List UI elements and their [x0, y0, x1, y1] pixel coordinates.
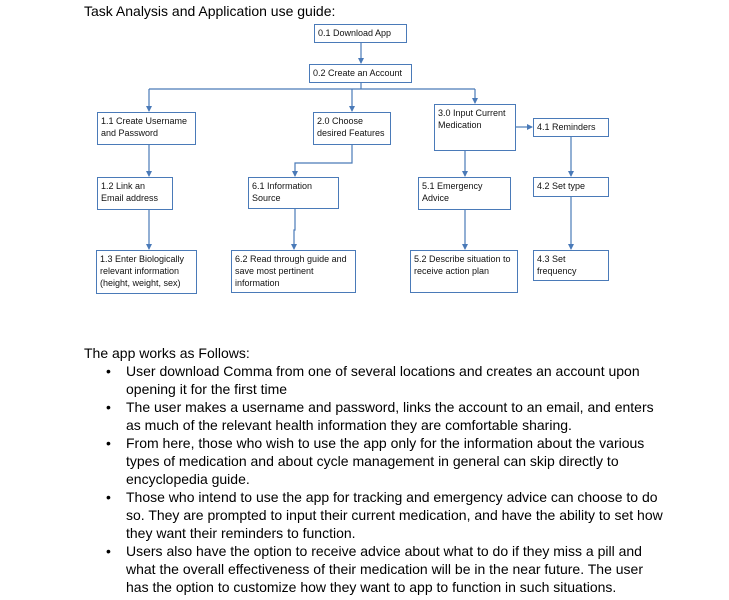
node-emergency-advice: 5.1 Emergency Advice — [418, 177, 511, 210]
node-information-source: 6.1 Information Source — [248, 177, 339, 209]
node-describe-situation: 5.2 Describe situation to receive action plan — [410, 250, 518, 293]
bullet-item: • Those who intend to use the app for tracking and emergency advice can choose to do so. They are prompted to input their current medication, and have the ability to set how they want their reminders to function. — [126, 488, 666, 542]
page-heading: Task Analysis and Application use guide: — [84, 3, 336, 19]
node-link-email: 1.2 Link an Email address — [97, 177, 173, 210]
node-create-username-password: 1.1 Create Username and Password — [97, 112, 196, 145]
node-reminders: 4.1 Reminders — [533, 118, 609, 137]
bullet-item: • Users also have the option to receive advice about what to do if they miss a pill and what the overall effectiveness of their medication will be in the near future. The user has the option to customize how they want to app to function in such situations. — [126, 542, 666, 596]
bullet-list — [126, 362, 666, 596]
node-create-account: 0.2 Create an Account — [309, 64, 412, 83]
bullet-item: • User download Comma from one of several locations and creates an account upon opening it for the first time — [126, 362, 666, 398]
connector-61-62 — [294, 208, 295, 249]
bullet-item: • The user makes a username and password, links the account to an email, and enters as much of the relevant health information they are comfortable sharing. — [126, 398, 666, 434]
node-input-medication: 3.0 Input Current Medication — [434, 104, 516, 151]
node-choose-features: 2.0 Choose desired Features — [313, 112, 391, 145]
bullet-item: • From here, those who wish to use the app only for the information about the various types of medication and about cycle management in general can skip directly to encyclopedia guide. — [126, 434, 666, 488]
node-enter-bio-info: 1.3 Enter Biologically relevant information (height, weight, sex) — [96, 250, 197, 294]
node-download-app: 0.1 Download App — [314, 24, 407, 43]
node-set-type: 4.2 Set type — [533, 177, 609, 197]
node-set-frequency: 4.3 Set frequency — [533, 250, 609, 281]
intro-text: The app works as Follows: — [84, 345, 250, 361]
node-read-guide: 6.2 Read through guide and save most pertinent information — [231, 250, 356, 293]
connector-20-61 — [295, 144, 352, 176]
